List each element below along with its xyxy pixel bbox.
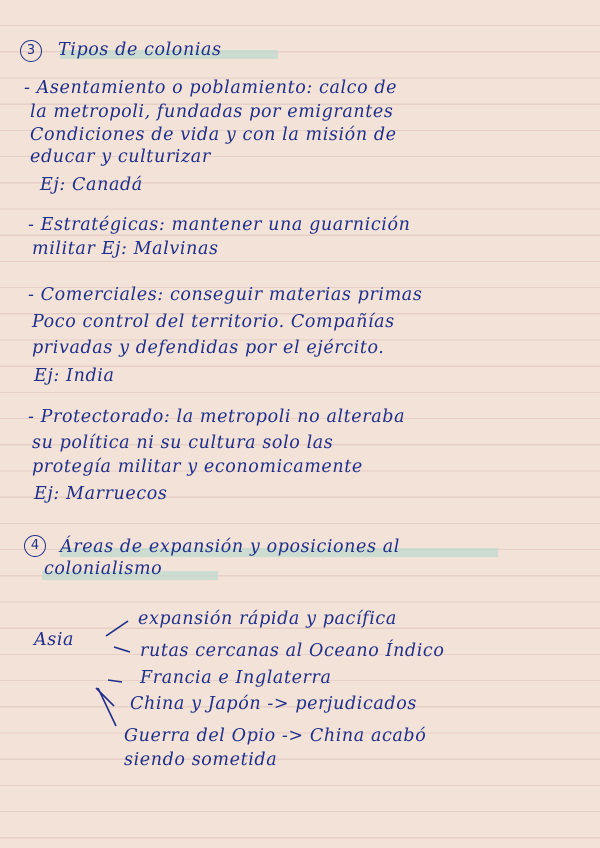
note-line: - Comerciales: conseguir materias primas: [28, 285, 423, 305]
region-label: Asia: [34, 630, 75, 650]
note-line: protegía militar y economicamente: [32, 457, 363, 477]
section-number-4: 4: [24, 535, 46, 557]
note-line: educar y culturizar: [30, 147, 211, 167]
branch-text: expansión rápida y pacífica: [138, 609, 397, 629]
note-line: su política ni su cultura solo las: [32, 433, 334, 453]
example-line: Ej: Marruecos: [34, 484, 168, 504]
note-line: la metropoli, fundadas por emigrantes: [30, 102, 394, 122]
branch-text: Francia e Inglaterra: [140, 668, 332, 688]
example-line: Ej: India: [34, 366, 115, 386]
branch-text: rutas cercanas al Oceano Índico: [140, 641, 445, 661]
branch-text: China y Japón -> perjudicados: [130, 694, 417, 714]
note-line: Condiciones de vida y con la misión de: [30, 125, 397, 145]
note-line: militar Ej: Malvinas: [32, 239, 219, 259]
section-number-3: 3: [20, 40, 42, 62]
section-title: colonialismo: [44, 559, 163, 579]
note-line: - Protectorado: la metropoli no alteraba: [28, 407, 406, 427]
branch-text: siendo sometida: [124, 750, 278, 770]
note-line: privadas y defendidas por el ejército.: [32, 338, 385, 358]
branch-text: Guerra del Opio -> China acabó: [124, 726, 427, 746]
note-line: - Asentamiento o poblamiento: calco de: [24, 78, 398, 98]
section-title: Áreas de expansión y oposiciones al: [60, 537, 400, 557]
example-line: Ej: Canadá: [40, 175, 143, 195]
note-line: Poco control del territorio. Compañías: [32, 312, 395, 332]
note-line: - Estratégicas: mantener una guarnición: [28, 215, 411, 235]
section-title: Tipos de colonias: [58, 40, 222, 60]
